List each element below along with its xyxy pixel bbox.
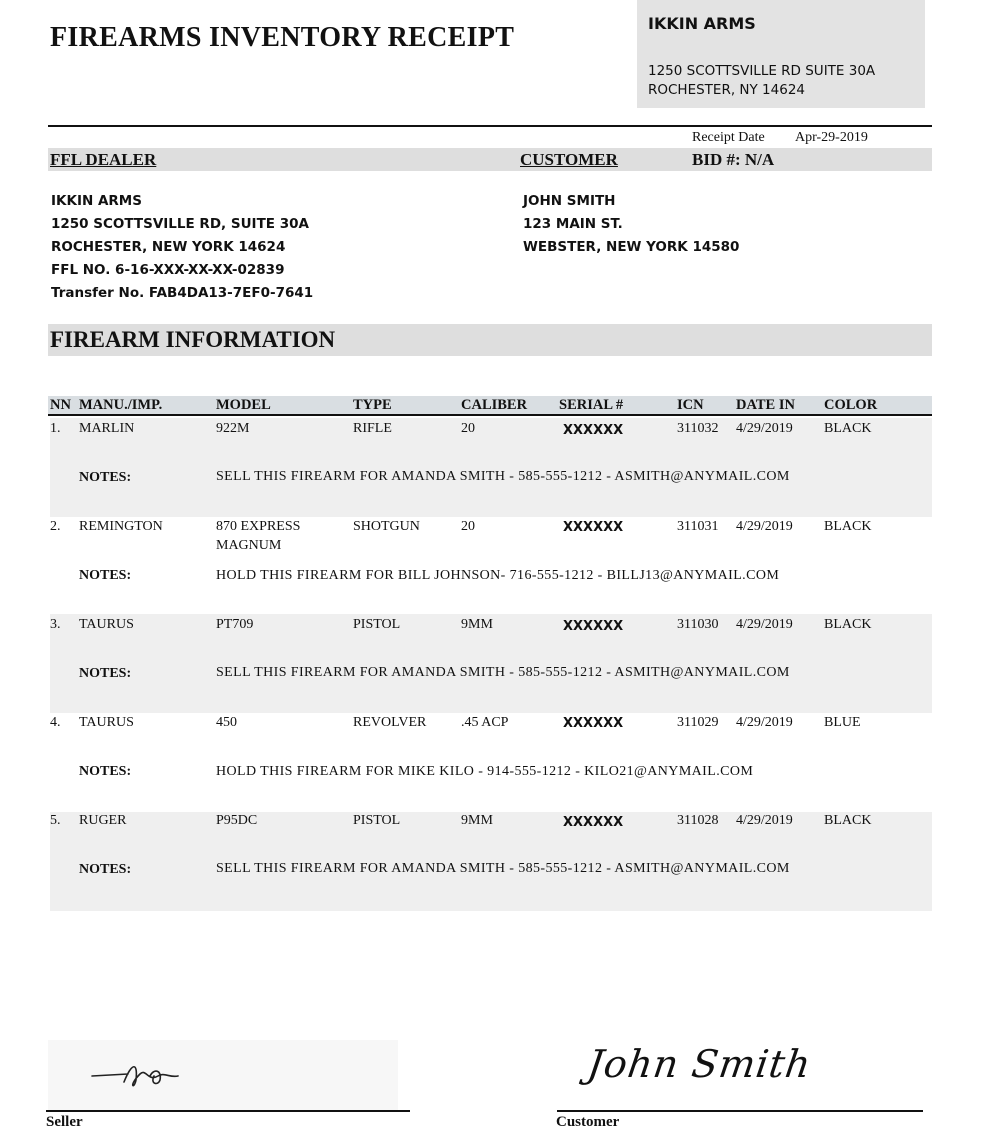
row-2-color: BLACK (824, 519, 872, 534)
row-5-notes-label: NOTES: (79, 862, 132, 877)
row-4-type: REVOLVER (353, 715, 427, 730)
row-4-nn: 4. (50, 715, 61, 730)
row-2-model: 870 EXPRESS (216, 519, 301, 534)
parties-header-band (48, 148, 932, 171)
row-3-type: PISTOL (353, 617, 401, 632)
row-3-caliber: 9MM (461, 617, 493, 632)
row-4-manufacturer: TAURUS (79, 715, 134, 730)
row-3-notes-label: NOTES: (79, 666, 132, 681)
col-header-icn: ICN (677, 397, 704, 413)
row-4-caliber: .45 ACP (461, 715, 509, 730)
row-2-manufacturer: REMINGTON (79, 519, 163, 534)
dealer-transfer-number: Transfer No. FAB4DA13-7EF0-7641 (51, 285, 314, 301)
row-5-model: P95DC (216, 813, 258, 828)
dealer-ffl-number: FFL NO. 6-16-XXX-XX-XX-02839 (51, 262, 285, 278)
row-2-notes-label: NOTES: (79, 568, 132, 583)
col-header-date-in: DATE IN (736, 397, 795, 413)
col-header-type: TYPE (353, 397, 392, 413)
row-4-notes: HOLD THIS FIREARM FOR MIKE KILO - 914-555-1212 - KILO21@ANYMAIL.COM (216, 764, 754, 779)
customer-street: 123 MAIN ST. (523, 216, 623, 232)
page-title: FIREARMS INVENTORY RECEIPT (50, 22, 515, 53)
row-5-type: PISTOL (353, 813, 401, 828)
bid-number: BID #: N/A (692, 150, 775, 169)
col-header-caliber: CALIBER (461, 397, 528, 413)
company-info-box (637, 0, 925, 108)
row-4-notes-label: NOTES: (79, 764, 132, 779)
row-2-date-in: 4/29/2019 (736, 519, 793, 534)
firearm-information-heading: FIREARM INFORMATION (50, 327, 336, 352)
company-name: IKKIN ARMS (648, 14, 756, 33)
row-5-serial: XXXXXX (563, 815, 624, 830)
dealer-city: ROCHESTER, NEW YORK 14624 (51, 239, 286, 255)
row-2-serial: XXXXXX (563, 520, 624, 535)
row-1-notes-label: NOTES: (79, 470, 132, 485)
col-header-nn: NN (50, 397, 71, 413)
row-2-caliber: 20 (461, 519, 475, 534)
row-background-1 (50, 418, 932, 517)
row-4-serial: XXXXXX (563, 716, 624, 731)
ffl-dealer-heading: FFL DEALER (50, 150, 157, 169)
row-2-notes: HOLD THIS FIREARM FOR BILL JOHNSON- 716-555-1212 - BILLJ13@ANYMAIL.COM (216, 568, 780, 583)
row-4-color: BLUE (824, 715, 861, 730)
row-5-color: BLACK (824, 813, 872, 828)
row-1-color: BLACK (824, 421, 872, 436)
company-address-line1: 1250 SCOTTSVILLE RD SUITE 30A (648, 63, 876, 79)
row-1-model: 922M (216, 421, 250, 436)
customer-signature: John Smith (584, 1042, 815, 1086)
row-3-date-in: 4/29/2019 (736, 617, 793, 632)
col-header-model: MODEL (216, 397, 271, 413)
row-3-serial: XXXXXX (563, 619, 624, 634)
row-3-manufacturer: TAURUS (79, 617, 134, 632)
customer-heading: CUSTOMER (520, 150, 618, 169)
seller-signature-scribble (88, 1052, 208, 1102)
seller-label: Seller (46, 1114, 83, 1130)
row-3-color: BLACK (824, 617, 872, 632)
seller-signature-line (46, 1110, 410, 1112)
row-4-date-in: 4/29/2019 (736, 715, 793, 730)
row-1-notes: SELL THIS FIREARM FOR AMANDA SMITH - 585-555-1212 - ASMITH@ANYMAIL.COM (216, 469, 790, 484)
receipt-date-label: Receipt Date (692, 130, 765, 145)
row-3-model: PT709 (216, 617, 254, 632)
row-4-model: 450 (216, 715, 237, 730)
row-1-serial: XXXXXX (563, 423, 624, 438)
row-1-caliber: 20 (461, 421, 475, 436)
col-header-manufacturer: MANU./IMP. (79, 397, 163, 413)
customer-city: WEBSTER, NEW YORK 14580 (523, 239, 740, 255)
row-5-icn: 311028 (677, 813, 719, 828)
row-2-icn: 311031 (677, 519, 719, 534)
header-divider (48, 125, 932, 127)
row-1-manufacturer: MARLIN (79, 421, 135, 436)
row-2-type: SHOTGUN (353, 519, 420, 534)
receipt-date-value: Apr-29-2019 (795, 130, 868, 145)
row-5-caliber: 9MM (461, 813, 493, 828)
row-1-icn: 311032 (677, 421, 719, 436)
row-1-nn: 1. (50, 421, 61, 436)
customer-signature-line (557, 1110, 923, 1112)
dealer-street: 1250 SCOTTSVILLE RD, SUITE 30A (51, 216, 309, 232)
row-3-nn: 3. (50, 617, 61, 632)
row-5-nn: 5. (50, 813, 61, 828)
row-2-nn: 2. (50, 519, 61, 534)
row-5-notes: SELL THIS FIREARM FOR AMANDA SMITH - 585-555-1212 - ASMITH@ANYMAIL.COM (216, 861, 790, 876)
row-3-icn: 311030 (677, 617, 719, 632)
row-2-model-line2: MAGNUM (216, 538, 282, 553)
customer-label: Customer (556, 1114, 620, 1130)
dealer-name: IKKIN ARMS (51, 193, 142, 209)
row-5-manufacturer: RUGER (79, 813, 127, 828)
row-1-date-in: 4/29/2019 (736, 421, 793, 436)
row-4-icn: 311029 (677, 715, 719, 730)
col-header-serial: SERIAL # (559, 397, 624, 413)
row-5-date-in: 4/29/2019 (736, 813, 793, 828)
company-address-line2: ROCHESTER, NY 14624 (648, 82, 806, 98)
row-3-notes: SELL THIS FIREARM FOR AMANDA SMITH - 585-555-1212 - ASMITH@ANYMAIL.COM (216, 665, 790, 680)
customer-name: JOHN SMITH (523, 193, 616, 209)
row-1-type: RIFLE (353, 421, 392, 436)
col-header-color: COLOR (824, 397, 878, 413)
seller-signature-area (48, 1040, 398, 1110)
